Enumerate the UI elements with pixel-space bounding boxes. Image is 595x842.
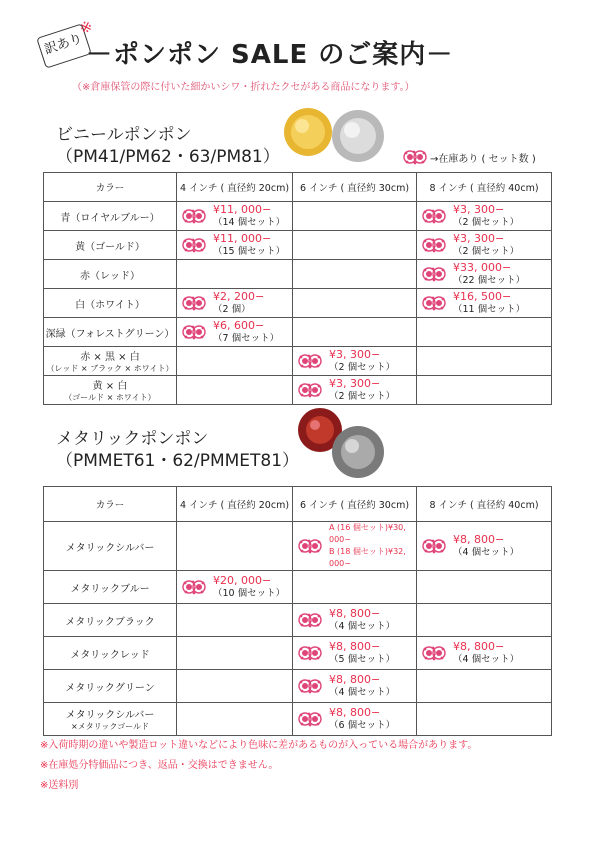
table-row <box>44 571 552 604</box>
color-cell <box>44 202 177 231</box>
stock-entry <box>293 641 416 666</box>
table-row <box>44 318 552 347</box>
notes <box>40 736 477 796</box>
pompom-icon <box>421 263 447 285</box>
quantity: （2 個セット） <box>329 361 396 373</box>
stock-entry <box>293 349 416 374</box>
pompom-icon <box>297 609 323 631</box>
table-header-row <box>44 487 552 522</box>
stock-cell-c6 <box>293 260 417 289</box>
header-color: カラー <box>44 173 177 202</box>
stock-text <box>329 608 395 633</box>
color-cell <box>44 260 177 289</box>
vinyl-title-line1: ビニールポンポン <box>56 125 192 145</box>
stock-entry <box>293 522 416 570</box>
color-name: 黄 × 白 <box>92 381 128 392</box>
note-item: ※入荷時期の違いや製造ロット違いなどにより色味に差があるものが入っている場合があります。 <box>40 740 478 751</box>
price: ¥20, 000− <box>213 573 272 587</box>
stock-text <box>453 233 519 258</box>
quantity: （4 個セット） <box>453 653 520 665</box>
quantity: （11 個セット） <box>453 303 526 315</box>
gold-pompom-image <box>284 108 332 156</box>
color-name: メタリックブルー <box>70 583 150 595</box>
quantity: （6 個セット） <box>329 719 396 731</box>
stock-legend <box>402 146 536 168</box>
quantity: （2 個セット） <box>329 390 396 402</box>
stock-entry <box>177 233 292 258</box>
stock-cell-c4 <box>177 604 293 637</box>
pompom-icon <box>297 708 323 730</box>
stock-cell-c8 <box>417 289 552 318</box>
pompom-icon <box>297 675 323 697</box>
metallic-section-title <box>56 428 299 472</box>
price: ¥8, 800− <box>329 705 381 719</box>
table-row <box>44 347 552 376</box>
price: ¥16, 500− <box>453 289 512 303</box>
quantity: （2 個セット） <box>453 216 520 228</box>
color-cell <box>44 604 177 637</box>
color-cell <box>44 376 177 405</box>
stock-entry <box>293 674 416 699</box>
table-row <box>44 670 552 703</box>
stock-cell-c8 <box>417 637 552 670</box>
stock-cell-c6 <box>293 604 417 637</box>
metallic-title-line2: （PMMET61・62/PMMET81） <box>56 451 300 471</box>
table-row <box>44 231 552 260</box>
color-name: メタリックシルバー <box>65 710 155 721</box>
pompom-icon <box>402 146 428 168</box>
color-cell <box>44 318 177 347</box>
stock-cell-c6 <box>293 347 417 376</box>
stock-text <box>213 204 285 229</box>
price: ¥3, 300− <box>453 202 505 216</box>
stock-text <box>329 522 416 570</box>
stock-cell-c8 <box>417 202 552 231</box>
stock-entry <box>417 641 551 666</box>
header-4inch: 4 インチ ( 直径約 20cm) <box>177 173 293 202</box>
pompom-icon <box>421 642 447 664</box>
stock-cell-c8 <box>417 231 552 260</box>
table-row <box>44 522 552 571</box>
color-cell <box>44 637 177 670</box>
table-row <box>44 289 552 318</box>
stock-cell-c6 <box>293 202 417 231</box>
color-name: 赤 × 黒 × 白 <box>80 352 140 363</box>
price: ¥8, 800− <box>329 606 381 620</box>
pompom-icon <box>421 234 447 256</box>
stock-entry <box>417 262 551 287</box>
stock-text <box>329 349 395 374</box>
stock-text <box>213 233 285 258</box>
stock-cell-c6 <box>293 289 417 318</box>
color-cell <box>44 231 177 260</box>
stock-entry <box>417 291 551 316</box>
stock-text <box>213 575 285 600</box>
stock-text <box>453 291 525 316</box>
stock-entry <box>177 575 292 600</box>
metallic-pompom-photo <box>290 404 390 480</box>
stock-entry <box>293 378 416 403</box>
stock-cell-c4 <box>177 670 293 703</box>
price: ¥8, 800− <box>453 532 505 546</box>
color-subname: （レッド × ブラック × ホワイト） <box>46 364 174 373</box>
legend-text: →在庫あり ( セット数 ) <box>430 153 536 165</box>
color-name: 青（ロイヤルブルー） <box>60 212 160 224</box>
stock-entry <box>177 320 292 345</box>
price: ¥8, 800− <box>329 639 381 653</box>
stock-cell-c8 <box>417 318 552 347</box>
stock-cell-c8 <box>417 670 552 703</box>
stock-cell-c6 <box>293 318 417 347</box>
color-name: 白（ホワイト） <box>75 299 145 311</box>
stock-cell-c4 <box>177 571 293 604</box>
pompom-icon <box>297 535 323 557</box>
stock-text <box>453 262 525 287</box>
stock-cell-c8 <box>417 260 552 289</box>
quantity: （4 個セット） <box>329 620 396 632</box>
stock-cell-c6 <box>293 571 417 604</box>
stock-text <box>329 674 395 699</box>
color-cell <box>44 522 177 571</box>
color-name: メタリックレッド <box>70 649 150 661</box>
stock-cell-c6 <box>293 231 417 260</box>
stock-entry <box>417 534 551 559</box>
page-title: －ポンポン SALE のご案内－ <box>86 40 454 70</box>
header-4inch: 4 インチ ( 直径約 20cm) <box>177 487 293 522</box>
stock-cell-c4 <box>177 231 293 260</box>
stock-text <box>329 641 395 666</box>
price: ¥2, 200− <box>213 289 265 303</box>
color-name: メタリックシルバー <box>65 542 155 554</box>
header-8inch: 8 インチ ( 直径約 40cm) <box>417 173 552 202</box>
stock-text <box>453 641 519 666</box>
price: ¥3, 300− <box>329 376 381 390</box>
metallic-title-line1: メタリックポンポン <box>56 429 209 449</box>
header-6inch: 6 インチ ( 直径約 30cm) <box>293 487 417 522</box>
stock-text <box>453 204 519 229</box>
price: ¥11, 000− <box>213 231 272 245</box>
stamp-text: 訳あり <box>42 31 85 58</box>
color-name: 赤（レッド） <box>80 270 140 282</box>
stock-text <box>213 291 264 316</box>
stock-cell-c8 <box>417 703 552 736</box>
stock-cell-c6 <box>293 522 417 571</box>
stock-cell-c4 <box>177 260 293 289</box>
price: A (16 個セット)¥30, 000− <box>329 523 406 544</box>
quantity: （10 個セット） <box>213 587 286 599</box>
stock-cell-c4 <box>177 347 293 376</box>
pompom-icon <box>181 321 207 343</box>
stock-cell-c4 <box>177 376 293 405</box>
table-row <box>44 637 552 670</box>
stock-cell-c8 <box>417 376 552 405</box>
color-name: 黄（ゴールド） <box>75 241 145 253</box>
color-cell <box>44 347 177 376</box>
color-name: メタリックグリーン <box>65 682 155 694</box>
stock-cell-c8 <box>417 522 552 571</box>
table-row <box>44 202 552 231</box>
stock-text <box>213 320 279 345</box>
stock-cell-c8 <box>417 347 552 376</box>
header-6inch: 6 インチ ( 直径約 30cm) <box>293 173 417 202</box>
stock-text <box>329 378 395 403</box>
quantity: B (18 個セット)¥32, 000− <box>329 547 406 568</box>
table-row <box>44 703 552 736</box>
note-item: ※送料別 <box>40 780 79 791</box>
stock-text <box>453 534 519 559</box>
page-subtitle: （※倉庫保管の際に付いた細かいシワ・折れたクセがある商品になります。） <box>72 82 415 93</box>
stock-entry <box>177 204 292 229</box>
header-color: カラー <box>44 487 177 522</box>
note-item: ※在庫処分特価品につき、返品・交換はできません。 <box>40 760 279 771</box>
price: ¥3, 300− <box>329 347 381 361</box>
color-cell <box>44 289 177 318</box>
price: ¥3, 300− <box>453 231 505 245</box>
quantity: （4 個セット） <box>329 686 396 698</box>
vinyl-table-body <box>44 202 552 405</box>
metallic-table <box>43 486 552 736</box>
stock-cell-c8 <box>417 604 552 637</box>
silver-metallic-pompom-image <box>332 426 384 478</box>
pompom-icon <box>421 205 447 227</box>
pompom-icon <box>297 642 323 664</box>
quantity: （2 個） <box>213 303 251 315</box>
stock-cell-c6 <box>293 376 417 405</box>
vinyl-section-title <box>56 124 280 168</box>
pompom-icon <box>181 576 207 598</box>
header-8inch: 8 インチ ( 直径約 40cm) <box>417 487 552 522</box>
pompom-icon <box>421 535 447 557</box>
metallic-table-body <box>44 522 552 736</box>
stock-entry <box>293 707 416 732</box>
price: ¥6, 600− <box>213 318 265 332</box>
quantity: （4 個セット） <box>453 546 520 558</box>
pompom-icon <box>181 205 207 227</box>
stock-cell-c4 <box>177 703 293 736</box>
vinyl-table <box>43 172 552 405</box>
quantity: （14 個セット） <box>213 216 286 228</box>
stock-entry <box>417 233 551 258</box>
quantity: （22 個セット） <box>453 274 526 286</box>
color-name: メタリックブラック <box>65 616 155 628</box>
quantity: （2 個セット） <box>453 245 520 257</box>
stamp-mark: ※ <box>77 16 95 38</box>
pompom-icon <box>421 292 447 314</box>
stock-cell-c4 <box>177 202 293 231</box>
stock-cell-c4 <box>177 318 293 347</box>
stock-cell-c6 <box>293 670 417 703</box>
table-row <box>44 376 552 405</box>
stock-entry <box>293 608 416 633</box>
stock-entry <box>417 204 551 229</box>
pompom-icon <box>297 379 323 401</box>
color-subname: （ゴールド × ホワイト） <box>64 393 156 402</box>
stock-text <box>329 707 395 732</box>
stock-entry <box>177 291 292 316</box>
table-row <box>44 604 552 637</box>
stock-cell-c4 <box>177 522 293 571</box>
color-name: 深緑（フォレストグリーン） <box>45 328 175 340</box>
vinyl-pompom-photo <box>266 98 406 168</box>
silver-pompom-image <box>332 110 384 162</box>
stock-cell-c4 <box>177 637 293 670</box>
quantity: （7 個セット） <box>213 332 280 344</box>
stock-cell-c6 <box>293 703 417 736</box>
price: ¥33, 000− <box>453 260 512 274</box>
quantity: （5 個セット） <box>329 653 396 665</box>
pompom-icon <box>181 234 207 256</box>
color-subname: ×メタリックゴールド <box>70 722 150 731</box>
stock-cell-c8 <box>417 571 552 604</box>
stock-cell-c4 <box>177 289 293 318</box>
price: ¥11, 000− <box>213 202 272 216</box>
pompom-icon <box>297 350 323 372</box>
color-cell <box>44 571 177 604</box>
color-cell <box>44 670 177 703</box>
table-row <box>44 260 552 289</box>
table-header-row <box>44 173 552 202</box>
vinyl-title-line2: （PM41/PM62・63/PM81） <box>56 147 280 167</box>
bargain-stamp <box>36 16 95 68</box>
stock-cell-c6 <box>293 637 417 670</box>
price: ¥8, 800− <box>453 639 505 653</box>
pompom-icon <box>181 292 207 314</box>
color-cell <box>44 703 177 736</box>
quantity: （15 個セット） <box>213 245 286 257</box>
price: ¥8, 800− <box>329 672 381 686</box>
